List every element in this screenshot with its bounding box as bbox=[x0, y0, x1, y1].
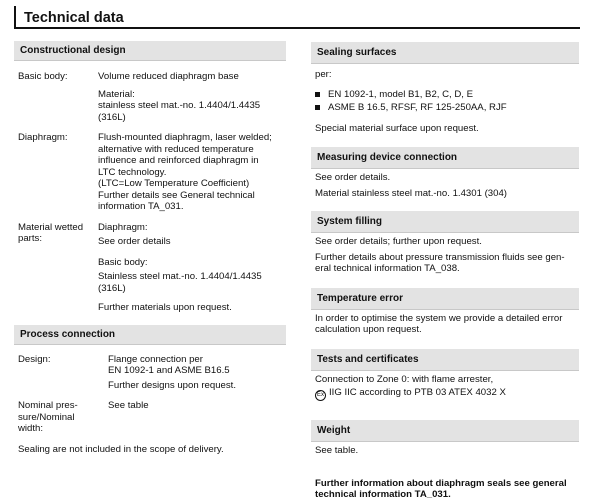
sealing-note: Sealing are not included in the scope of delivery. bbox=[18, 443, 224, 455]
nominal-pressure-label-line: width: bbox=[18, 423, 44, 434]
basic-body-line: Material: bbox=[98, 88, 135, 100]
title-bar-left-rule bbox=[14, 6, 16, 28]
design-line: Further designs upon request. bbox=[108, 379, 236, 391]
diaphragm-value bbox=[98, 132, 286, 213]
section-heading-sealing-surfaces: Sealing surfaces bbox=[311, 42, 579, 64]
measuring-line: Material stainless steel mat.-no. 1.4301 (304) bbox=[315, 187, 507, 199]
sealing-note-right: Special material surface upon request. bbox=[315, 122, 479, 134]
basic-body-line: stainless steel mat.-no. 1.4404/1.4435 bbox=[98, 100, 261, 111]
diaphragm-row bbox=[14, 132, 286, 213]
title-bar-bottom-rule bbox=[14, 27, 580, 29]
left-column bbox=[14, 41, 286, 455]
material-wetted-parts-value bbox=[98, 222, 286, 314]
tests-certificate-text: IIG IIC according to PTB 03 ATEX 4032 X bbox=[329, 387, 506, 398]
section-heading-temperature-error: Temperature error bbox=[311, 288, 579, 310]
design-line: Flange connection per bbox=[108, 353, 203, 365]
basic-body-line: (316L) bbox=[98, 111, 126, 123]
tests-line: Connection to Zone 0: with flame arrester, bbox=[315, 373, 494, 385]
section-heading-weight: Weight bbox=[311, 420, 579, 442]
page-title: Technical data bbox=[24, 10, 124, 26]
basic-body-row bbox=[14, 71, 286, 123]
tests-line bbox=[311, 387, 579, 401]
nominal-pressure-label bbox=[14, 400, 108, 435]
diaphragm-label: Diaphragm: bbox=[18, 132, 68, 143]
diaphragm-line: Further details see General technical bbox=[98, 189, 255, 201]
filling-line: eral technical information TA_038. bbox=[315, 263, 460, 274]
filling-line: See order details; further upon request. bbox=[315, 236, 482, 247]
bullet-square-icon bbox=[315, 92, 320, 97]
basic-body-label: Basic body: bbox=[18, 71, 68, 82]
bullet-square-icon bbox=[315, 105, 320, 110]
wetted-line: (316L) bbox=[98, 282, 126, 294]
nominal-pressure-label-line: Nominal pres- bbox=[18, 400, 78, 411]
section-heading-system-filling: System filling bbox=[311, 211, 579, 233]
diaphragm-line: alternative with reduced temperature bbox=[98, 143, 254, 155]
design-line: EN 1092-1 and ASME B16.5 bbox=[108, 365, 230, 376]
sealing-intro: per: bbox=[315, 69, 332, 80]
wetted-line: See order details bbox=[98, 236, 171, 247]
sealing-bullet-2 bbox=[311, 102, 579, 114]
sealing-bullet-1 bbox=[311, 89, 579, 101]
footer-line: Further information about diaphragm seals see general bbox=[315, 477, 567, 489]
nominal-pressure-value: See table bbox=[108, 400, 149, 411]
sealing-bullet-text: ASME B 16.5, RFSF, RF 125-250AA, RJF bbox=[328, 102, 507, 113]
material-wetted-parts-label-line: parts: bbox=[18, 233, 42, 244]
section-heading-process-connection: Process connection bbox=[14, 325, 286, 345]
material-wetted-parts-label bbox=[14, 222, 98, 314]
filling-line: Further details about pressure transmission fluids see gen- bbox=[315, 251, 565, 263]
ex-certification-icon: Ex bbox=[315, 390, 326, 401]
sealing-bullet-text: EN 1092-1, model B1, B2, C, D, E bbox=[328, 88, 474, 100]
temperature-line: calculation upon request. bbox=[315, 324, 422, 335]
diaphragm-line: influence and reinforced diaphragm in bbox=[98, 155, 259, 166]
nominal-pressure-label-line: sure/Nominal bbox=[18, 411, 75, 423]
right-column bbox=[311, 42, 579, 501]
nominal-pressure-row bbox=[14, 400, 286, 435]
section-heading-constructional-design: Constructional design bbox=[14, 41, 286, 61]
weight-line: See table. bbox=[315, 445, 359, 456]
material-wetted-parts-label-line: Material wetted bbox=[18, 221, 84, 233]
diaphragm-line: LTC technology. bbox=[98, 166, 167, 178]
temperature-line: In order to optimise the system we provide a detailed error bbox=[315, 312, 563, 324]
measuring-line: See order details. bbox=[315, 172, 391, 183]
wetted-line: Basic body: bbox=[98, 256, 148, 268]
section-heading-measuring-device-connection: Measuring device connection bbox=[311, 147, 579, 169]
design-row bbox=[14, 354, 286, 392]
wetted-line: Stainless steel mat.-no. 1.4404/1.4435 bbox=[98, 271, 262, 282]
footer-line: technical information TA_031. bbox=[315, 489, 451, 500]
basic-body-value bbox=[98, 71, 286, 123]
diaphragm-line: (LTC=Low Temperature Coefficient) bbox=[98, 178, 250, 189]
design-label: Design: bbox=[18, 353, 51, 365]
material-wetted-parts-row bbox=[14, 222, 286, 314]
wetted-line: Further materials upon request. bbox=[98, 302, 232, 313]
wetted-line: Diaphragm: bbox=[98, 221, 148, 233]
diaphragm-line: Flush-mounted diaphragm, laser welded; bbox=[98, 132, 272, 143]
basic-body-line: Volume reduced diaphragm base bbox=[98, 71, 239, 82]
diaphragm-line: information TA_031. bbox=[98, 201, 184, 212]
design-value bbox=[108, 354, 286, 392]
section-heading-tests-and-certificates: Tests and certificates bbox=[311, 349, 579, 371]
